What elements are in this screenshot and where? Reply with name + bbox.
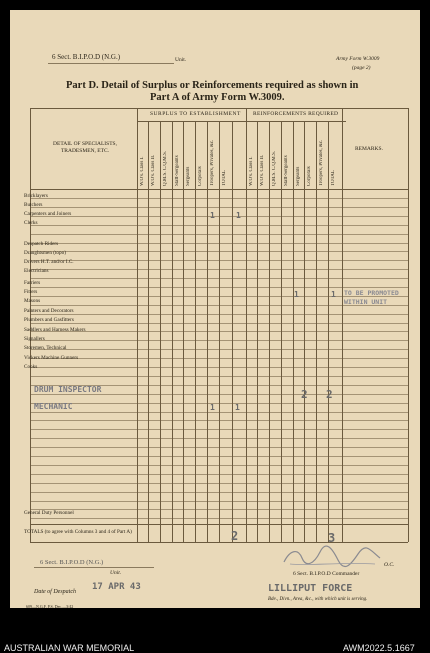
print-ref: 609—N.G.F. P.S. Dec.—3/42: [26, 604, 74, 609]
reinf-col-header: W.O's. Class II.: [260, 154, 265, 186]
grid-line: [408, 108, 409, 542]
unit-underline: [48, 63, 174, 64]
page-ref: (page 2): [352, 65, 371, 71]
mark-mech-troopers: 1: [210, 403, 215, 412]
force-value: LILLIPUT FORCE: [268, 583, 353, 594]
grid-line: [137, 121, 346, 122]
mark-carp-troopers: 1: [210, 211, 215, 220]
reinf-col-header: W.O's. Class I.: [249, 156, 254, 186]
row-label: Bricklayers: [24, 193, 48, 199]
footer-unit-line: [34, 567, 154, 568]
grid-line: [342, 108, 343, 542]
row-label: Saddlers and Harness Makers: [24, 327, 86, 333]
form-ref: Army Form W.3009: [336, 56, 380, 62]
grid-line: [30, 108, 408, 109]
row-label: Carpenters and Joiners: [24, 211, 72, 217]
surplus-col-header: Staff-Sergeants: [175, 155, 180, 186]
grid-line: [30, 358, 408, 359]
oc-label: O.C.: [384, 562, 395, 568]
row-label: Clerks: [24, 220, 38, 226]
grid-line: [30, 108, 31, 542]
row-label: Vickers Machine Gunners: [24, 355, 79, 361]
row-label: Cooks: [24, 364, 38, 370]
grid-line: [30, 509, 408, 510]
form-title-line2: Part A of Army Form W.3009.: [150, 92, 285, 103]
reinf-col-header: Troopers, Privates, &c.: [319, 139, 324, 186]
grid-line: [30, 376, 408, 377]
surplus-col-header: Q.M.S. C.Q.M.S.: [163, 150, 168, 186]
grid-line: [30, 518, 408, 519]
grid-line: [30, 420, 408, 421]
surplus-col-header: Corporals: [198, 166, 203, 186]
surplus-col-header: Troopers, Privates, &c.: [210, 139, 215, 186]
oc-signature: [280, 544, 385, 570]
totals-label: TOTALS (to agree with Columns 3 and 4 of Part A): [24, 529, 132, 535]
detail-header: DETAIL OF SPECIALISTS, TRADESMEN, ETC.: [53, 141, 117, 154]
grid-line: [246, 108, 247, 542]
grid-line: [30, 483, 408, 484]
mark-fitters-corporals: 1: [294, 290, 299, 299]
row-label: Fitters: [24, 289, 38, 295]
despatch-value: 17 APR 43: [92, 582, 141, 592]
grid-line: [30, 465, 408, 466]
row-label: Despatch Riders: [24, 241, 59, 247]
row-label: Electricians: [24, 268, 49, 274]
grid-line: [30, 287, 408, 288]
despatch-label: Date of Despatch: [34, 589, 76, 595]
surplus-col-header: W.O's. Class I.: [140, 156, 145, 186]
reinf-header: REINFORCEMENTS REQUIRED: [253, 111, 339, 117]
row-label: Butchers: [24, 202, 43, 208]
mark-mech-total: 1: [235, 403, 240, 412]
grid-line: [30, 243, 408, 244]
grid-line: [30, 447, 408, 448]
row-label: Painters and Decorators: [24, 308, 74, 314]
grid-line: [30, 198, 408, 199]
grid-line: [30, 260, 408, 261]
row-label: Draughtsmen (topo): [24, 250, 66, 256]
row-label: Masons: [24, 298, 41, 304]
grid-line: [30, 403, 408, 404]
remarks-note: TO BE PROMOTED WITHIN UNIT: [344, 289, 399, 306]
grid-line: [30, 394, 408, 395]
reinf-col-header: Staff-Sergeants: [284, 155, 289, 186]
oc-unit: 6 Sect. B.I.P.O.D Commander: [293, 571, 360, 577]
grid-line: [30, 225, 408, 226]
unit-label: Unit.: [175, 57, 187, 63]
row-label: Drivers H.T. and/or I.C.: [24, 259, 74, 265]
grid-line: [30, 429, 408, 430]
grid-line: [30, 323, 408, 324]
grid-line: [30, 340, 408, 341]
row-label: Plumbers and Gasfitters: [24, 317, 74, 323]
row-label: Farriers: [24, 280, 41, 286]
reinf-col-header: Corporals: [307, 166, 312, 186]
grid-line: [30, 438, 408, 439]
surplus-header: SURPLUS TO ESTABLISHMENT: [150, 111, 241, 117]
caption-left: AUSTRALIAN WAR MEMORIAL: [4, 643, 135, 653]
remarks-header: REMARKS.: [355, 146, 383, 152]
surplus-col-header: Sergeants: [186, 166, 191, 186]
grid-line: [137, 108, 138, 542]
grid-line: [30, 412, 408, 413]
grid-line: [30, 278, 408, 279]
mark-drum-total: 2: [326, 388, 333, 401]
grid-line: [30, 314, 408, 315]
reinf-col-header: TOTAL: [331, 170, 336, 186]
grid-line: [30, 367, 408, 368]
grid-line: [30, 542, 408, 543]
grid-line: [30, 492, 408, 493]
caption-right: AWM2022.5.1667: [343, 643, 415, 653]
grid-line: [30, 207, 408, 208]
grid-line: [30, 251, 408, 252]
mark-carp-total: 1: [236, 211, 241, 220]
form-title-line1: Part D. Detail of Surplus or Reinforcements required as shown in: [66, 80, 359, 91]
grid-line: [30, 216, 408, 217]
row-label: Signallers: [24, 336, 45, 342]
unit-value: 6 Sect. B.I.P.O.D (N.G.): [52, 53, 121, 61]
grid-line: [30, 349, 408, 350]
grid-line: [30, 331, 408, 332]
totals-surplus: 2: [231, 529, 239, 543]
grid-line: [30, 269, 408, 270]
mark-fitters-total: 1: [331, 290, 336, 299]
force-label: Bde., Divn., Area, &c., with which unit is serving.: [268, 597, 368, 602]
surplus-col-header: W.O's. Class II.: [151, 154, 156, 186]
grid-line: [30, 474, 408, 475]
reinf-col-header: Q.M.S. C.Q.M.S.: [272, 150, 277, 186]
footer-unit-label: Unit.: [110, 570, 122, 576]
reinf-col-header: Sergeants: [296, 166, 301, 186]
row-label: Storemen, Technical: [24, 345, 67, 351]
drum-inspector-entry: DRUM INSPECTOR: [34, 385, 102, 394]
grid-line: [30, 456, 408, 457]
totals-reinf: 3: [328, 531, 336, 545]
mechanic-entry: MECHANIC: [34, 402, 73, 411]
surplus-col-header: TOTAL: [222, 170, 227, 186]
general-duty-label: General Duty Personnel: [24, 510, 74, 516]
footer-unit-value: 6 Sect. B.I.P.O.D (N.G.): [40, 559, 104, 566]
grid-line: [30, 234, 408, 235]
mark-drum-corporals: 2: [301, 388, 308, 401]
grid-line: [30, 501, 408, 502]
